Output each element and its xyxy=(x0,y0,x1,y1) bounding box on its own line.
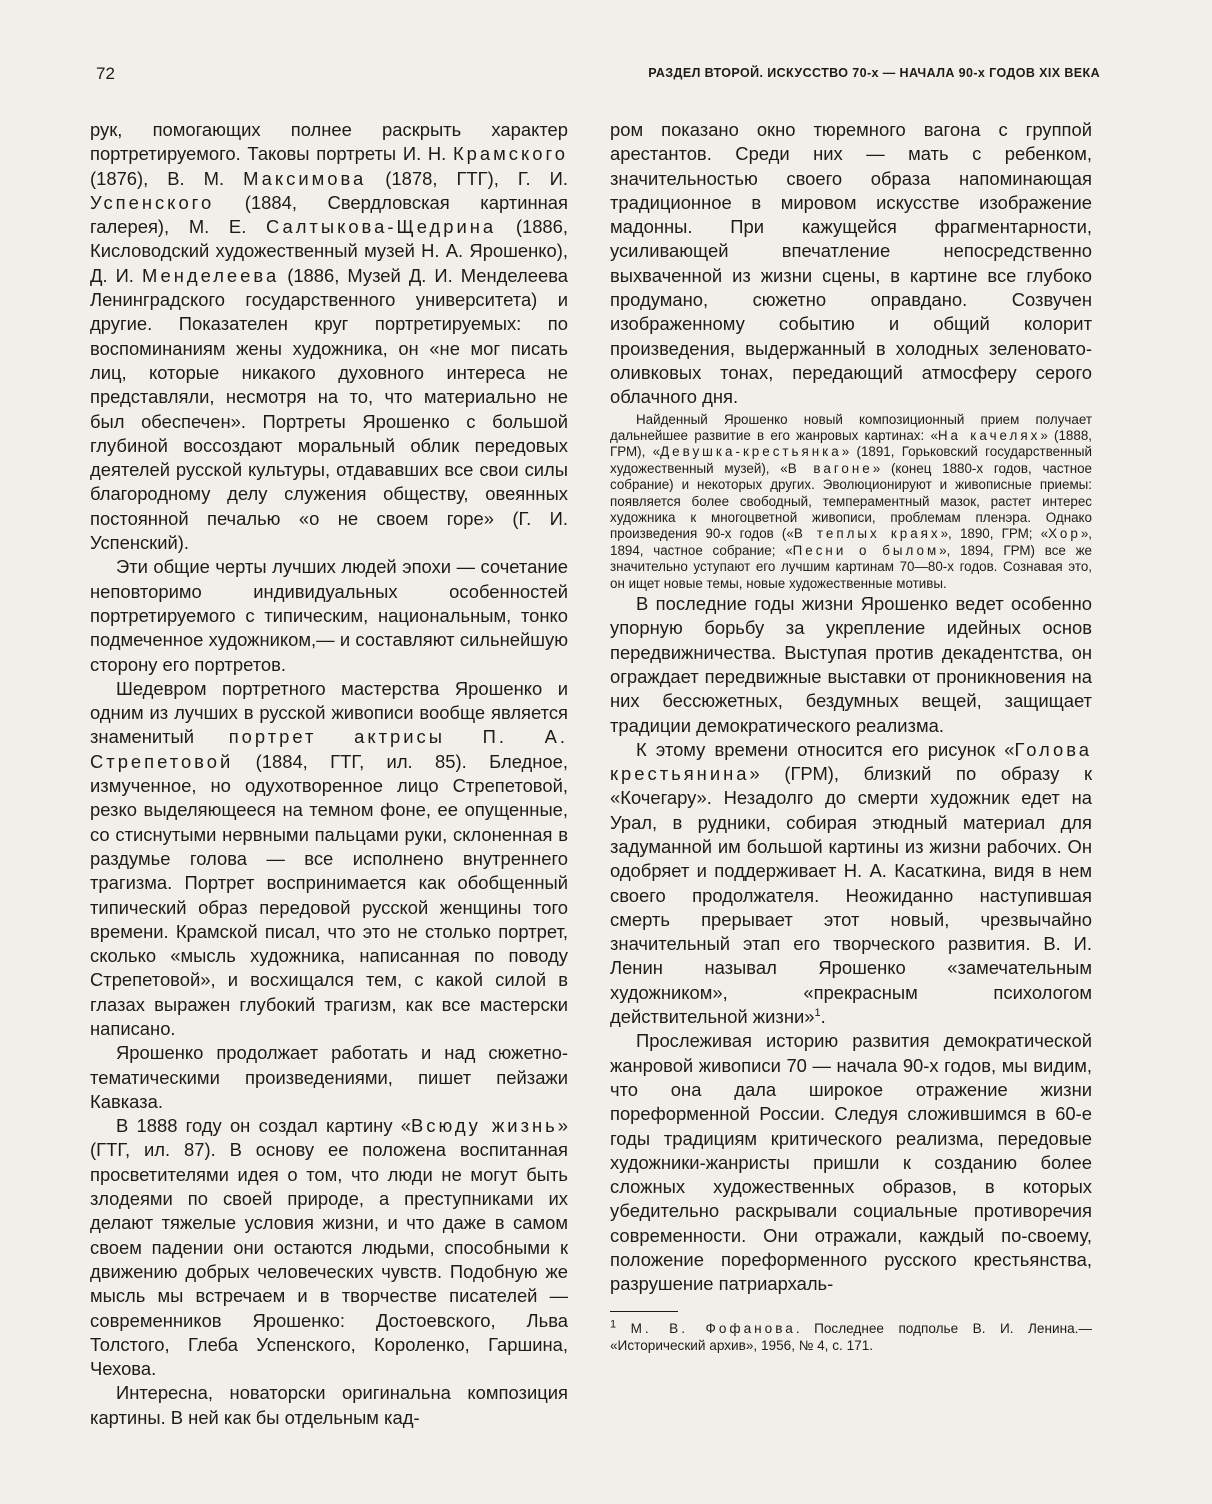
paragraph: Прослеживая историю развития демократической жанровой живописи 70 — начала 90-х годов, мы видим, что она дала широкое отражение жизни пореформенной России. Следуя сложившимся в 60-е годы традициям критического реализма, передовые художники-жанристы пришли к созданию более сложных художественных образов, в которых убедительно раскрывали социальные противоречия современности. Они отражали, каждый по-своему, положение пореформенного русского крестьянства, разрушение патриархаль- xyxy=(610,1030,1092,1295)
paragraph: В последние годы жизни Ярошенко ведет особенно упорную борьбу за укрепление идейных основ передвижничества. Выступая против декадентства, он ограждает передвижные выставки от проникновения на них бессюжетных, бездумных вещей, защищает традиции демократического реализма. xyxy=(610,593,1092,736)
paragraph: К этому времени относится его рисунок «Голова крестьянина» (ГРМ), близкий по образу к «Кочегару». Незадолго до смерти художник едет на Урал, в рудники, собирая этюдный материал для задуманной им большой картины из жизни рабочих. Он одобряет и поддерживает Н. А. Касаткина, видя в нем своего продолжателя. Неожиданно наступившая смерть прерывает этот новый, чрезвычайно значительный этап его творческого развития. В. И. Ленин называл Ярошенко «замечательным художником», «прекрасным психологом действительной жизни»$^1$. xyxy=(610,738,1092,1028)
right-column xyxy=(610,118,1092,1354)
paragraph: Эти общие черты лучших людей эпохи — сочетание неповторимо индивидуальных особенностей портретируемого с типическим, национальным, тонко подмеченное художником,— и составляют сильнейшую сторону его портретов. xyxy=(90,556,568,675)
paragraph: рук, помогающих полнее раскрыть характер портретируемого. Таковы портреты И. Н. Крамского (1876), В. М. Максимова (1878, ГТГ), Г. И. Успенского (1884, Свердловская картинная галерея), М. Е. Салтыкова-Щедрина (1886, Кисловодский художественный музей Н. А. Ярошенко), Д. И. Менделеева (1886, Музей Д. И. Менделеева Ленинградского государственного университета) и другие. Показателен круг портретируемых: по воспоминаниям жены художника, он «не мог писать лиц, которые никакого духовного интереса не представляли, несмотря на то, что материально не был обеспечен». Портреты Ярошенко с большой глубиной воссоздают моральный облик передовых деятелей русской культуры, отдававших все свои силы благородному делу служения обществу, овеянных постоянной печалью «о не своем горе» (Г. И. Успенский). xyxy=(90,119,568,554)
small-print-paragraph: Найденный Ярошенко новый композиционный прием получает дальнейшее развитие в его жанровых картинах: «На качелях» (1888, ГРМ), «Девушка-крестьянка» (1891, Горьковский государственный художественный музей), «В вагоне» (конец 1880-х годов, частное собрание) и некоторых других. Эволюционируют и живописные приемы: появляется более свободный, темпераментный мазок, растет интерес художника к многоцветной живописи, проблемам пленэра. Однако произведения 90-х годов («В теплых краях», 1890, ГРМ; «Хор», 1894, частное собрание; «Песни о былом», 1894, ГРМ) все же значительно уступают его лучшим картинам 70—80-х годов. Сознавая это, он ищет новые темы, новые художественные мотивы. xyxy=(610,411,1093,591)
running-header: РАЗДЕЛ ВТОРОЙ. ИСКУССТВО 70-х — НАЧАЛА 90-х ГОДОВ XIX ВЕКА xyxy=(648,66,1100,80)
paragraph: Интересна, новаторски оригинальна композиция картины. В ней как бы отдельным кад- xyxy=(90,1382,568,1428)
footnote: $^1$ М. В. Фофанова. Последнее подполье В. И. Ленина.— «Исторический архив», 1956, № 4, с. 171. xyxy=(610,1318,1093,1353)
paragraph: Шедевром портретного мастерства Ярошенко и одним из лучших в русской живописи вообще является знаменитый портрет актрисы П. А. Стрепетовой (1884, ГТГ, ил. 85). Бледное, измученное, но одухотворенное лицо Стрепетовой, резко выделяющееся на темном фоне, ее опущенные, со стиснутыми нервными пальцами руки, склоненная в раздумье голова — все исполнено внутреннего трагизма. Портрет воспринимается как обобщенный типический образ передовой русской женщины того времени. Крамской писал, что это не столько портрет, сколько «мысль художника, написанная по поводу Стрепетовой», и восхищался тем, с какой силой в глазах выражен глубокий трагизм, как все мастерски написано. xyxy=(90,677,568,1039)
paragraph: В 1888 году он создал картину «Всюду жизнь» (ГТГ, ил. 87). В основу ее положена воспитанная просветителями идея о том, что люди не могут быть злодеями по своей природе, а преступниками их делают тяжелые условия жизни, и что даже в самом своем падении они остаются людьми, способными к движению добрых человеческих чувств. Подобную же мысль мы встречаем и в творчестве писателей — современников Ярошенко: Достоевского, Льва Толстого, Глеба Успенского, Короленко, Гаршина, Чехова. xyxy=(90,1115,568,1380)
paragraph: Ярошенко продолжает работать и над сюжетно-тематическими произведениями, пишет пейзажи Кавказа. xyxy=(90,1042,568,1112)
left-column xyxy=(90,118,568,1430)
paragraph: ром показано окно тюремного вагона с группой арестантов. Среди них — мать с ребенком, значительностью своего образа напоминающая традиционное в мировом искусстве изображение мадонны. При кажущейся фрагментарности, усиливающей впечатление непосредственно выхваченной из жизни сцены, в картине все глубоко продумано, сюжетно оправдано. Созвучен изображенному событию и общий колорит произведения, выдержанный в холодных зеленовато-оливковых тонах, передающий атмосферу серого облачного дня. xyxy=(610,119,1092,408)
footnote-rule xyxy=(610,1311,678,1312)
page-number: 72 xyxy=(96,64,115,83)
